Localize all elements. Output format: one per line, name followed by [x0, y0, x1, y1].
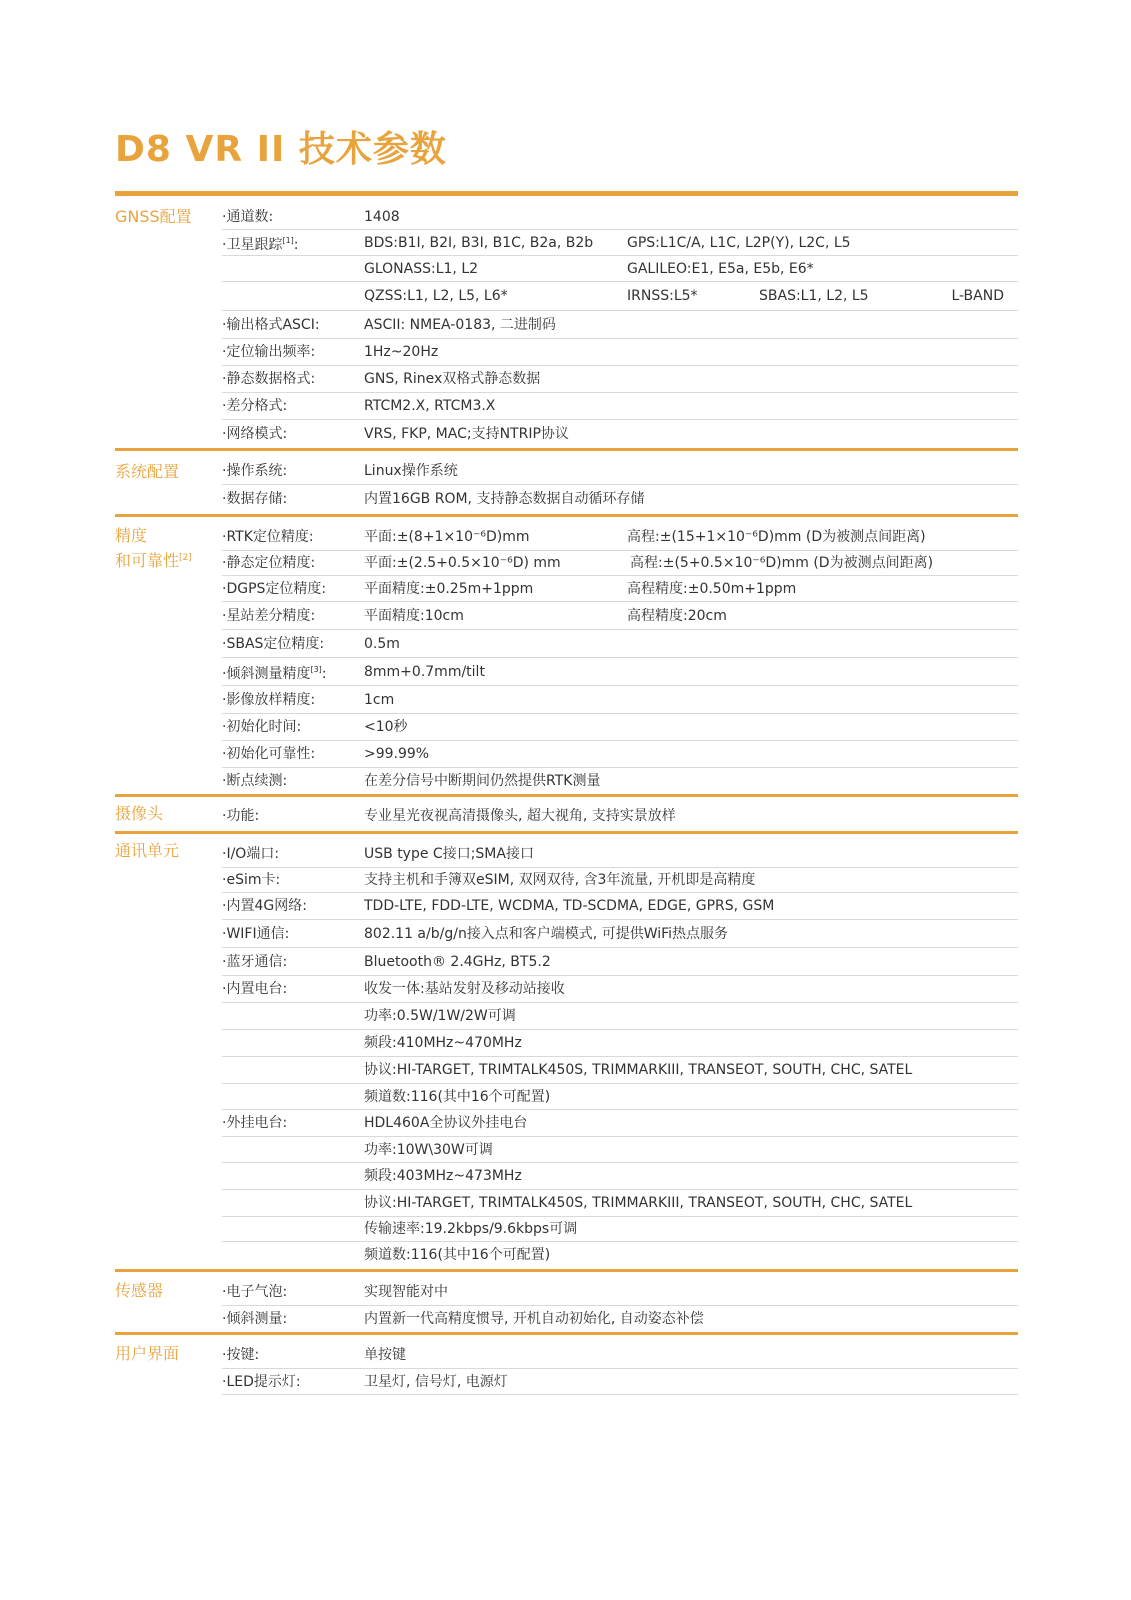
section-ui	[115, 1335, 1018, 1395]
spec-value: 协议:HI-TARGET, TRIMTALK450S, TRIMMARKIII, TRANSEOT, SOUTH, CHC, SATEL	[364, 1195, 913, 1211]
spec-row	[222, 1084, 1018, 1110]
spec-label-text: ·倾斜测量精度	[222, 665, 311, 682]
section-title	[115, 525, 192, 572]
section-accuracy	[115, 517, 1018, 794]
spec-value: 0.5m	[364, 635, 400, 652]
spec-value: 平面精度:±0.25m+1ppm	[364, 580, 534, 597]
spec-value: TDD-LTE, FDD-LTE, WCDMA, TD-SCDMA, EDGE, GPRS, GSM	[364, 898, 775, 914]
spec-label: ·网络模式:	[222, 425, 288, 442]
spec-value: 协议:HI-TARGET, TRIMTALK450S, TRIMMARKIII, TRANSEOT, SOUTH, CHC, SATEL	[364, 1062, 913, 1078]
spec-row	[222, 551, 1018, 576]
spec-value: GLONASS:L1, L2	[364, 260, 479, 277]
spec-row	[222, 1003, 1018, 1030]
spec-value: GALILEO:E1, E5a, E5b, E6*	[627, 260, 814, 277]
spec-value: 频道数:116(其中16个可配置)	[364, 1088, 551, 1105]
spec-value: 高程精度:20cm	[627, 607, 727, 624]
spec-label: ·定位输出频率:	[222, 344, 316, 360]
spec-label: ·输出格式ASCI:	[222, 316, 320, 333]
section-comm	[115, 834, 1018, 1269]
spec-row	[222, 976, 1018, 1003]
spec-value: <10秒	[364, 719, 408, 735]
spec-value: 高程:±(5+0.5×10⁻⁶D)mm (D为被测点间距离)	[630, 555, 934, 571]
section-title-line: 精度	[115, 526, 148, 545]
section-title: 传感器	[115, 1281, 164, 1300]
spec-label: ·数据存储:	[222, 490, 288, 507]
spec-row	[222, 523, 1018, 551]
spec-value: 8mm+0.7mm/tilt	[364, 663, 485, 680]
spec-label: ·按键:	[222, 1347, 260, 1363]
spec-row	[222, 948, 1018, 976]
spec-label: ·外挂电台:	[222, 1115, 288, 1131]
spec-row	[222, 282, 1018, 311]
spec-value: 高程精度:±0.50m+1ppm	[627, 580, 797, 597]
spec-value: GNS, Rinex双格式静态数据	[364, 371, 541, 387]
spec-label: ·I/O端口:	[222, 846, 280, 862]
section-title-text: 和可靠性	[115, 551, 180, 570]
spec-row	[222, 1217, 1018, 1242]
spec-row	[222, 1242, 1018, 1268]
spec-value: 1408	[364, 208, 400, 225]
spec-row	[222, 256, 1018, 282]
spec-value: 在差分信号中断期间仍然提供RTK测量	[364, 773, 601, 789]
spec-label: ·初始化时间:	[222, 719, 302, 735]
section-camera	[115, 797, 1018, 831]
spec-value: 卫星灯, 信号灯, 电源灯	[364, 1373, 508, 1390]
section-title: 摄像头	[115, 804, 164, 823]
spec-label: ·断点续测:	[222, 773, 288, 789]
spec-value: 高程:±(15+1×10⁻⁶D)mm (D为被测点间距离)	[627, 528, 926, 545]
spec-row	[222, 920, 1018, 948]
spec-label: ·星站差分精度:	[222, 607, 316, 624]
spec-label: ·RTK定位精度:	[222, 528, 314, 545]
spec-label: ·初始化可靠性:	[222, 746, 316, 762]
spec-value: 专业星光夜视高清摄像头, 超大视角, 支持实景放样	[364, 807, 676, 824]
section-title: 用户界面	[115, 1344, 180, 1363]
spec-label: ·WIFI通信:	[222, 925, 290, 942]
spec-row	[222, 658, 1018, 686]
spec-label: ·eSim卡:	[222, 872, 281, 888]
spec-value: 802.11 a/b/g/n接入点和客户端模式, 可提供WiFi热点服务	[364, 925, 729, 942]
spec-label: ·内置电台:	[222, 981, 288, 997]
spec-row	[222, 802, 1018, 829]
spec-label	[222, 232, 299, 254]
spec-value: VRS, FKP, MAC;支持NTRIP协议	[364, 425, 569, 442]
spec-label: ·静态定位精度:	[222, 555, 316, 571]
spec-value: 平面精度:10cm	[364, 607, 464, 624]
spec-value: Bluetooth® 2.4GHz, BT5.2	[364, 953, 551, 970]
spec-value: Linux操作系统	[364, 462, 458, 479]
page-title: D8 VR II 技术参数	[115, 129, 447, 170]
spec-row	[222, 366, 1018, 393]
spec-row	[222, 714, 1018, 741]
spec-row	[222, 339, 1018, 366]
spec-value: 传输速率:19.2kbps/9.6kbps可调	[364, 1221, 578, 1237]
spec-row	[222, 1369, 1018, 1395]
footnote-ref: [2]	[179, 553, 192, 563]
spec-value: 平面:±(8+1×10⁻⁶D)mm	[364, 528, 530, 545]
spec-value: IRNSS:L5*	[627, 288, 698, 304]
spec-value: 功率:0.5W/1W/2W可调	[364, 1008, 516, 1024]
spec-value: USB type C接口;SMA接口	[364, 846, 534, 862]
spec-label-colon: :	[293, 236, 299, 253]
spec-row	[222, 311, 1018, 339]
spec-label-text: ·卫星跟踪	[222, 236, 283, 253]
spec-value: 单按键	[364, 1347, 406, 1363]
spec-value: 平面:±(2.5+0.5×10⁻⁶D) mm	[364, 555, 561, 571]
spec-value: 1Hz~20Hz	[364, 344, 439, 360]
spec-row	[222, 1306, 1018, 1331]
spec-row	[222, 1110, 1018, 1137]
spec-value: 频道数:116(其中16个可配置)	[364, 1247, 551, 1263]
spec-row	[222, 576, 1018, 602]
spec-label: ·电子气泡:	[222, 1284, 288, 1300]
spec-label: ·静态数据格式:	[222, 371, 316, 387]
spec-value: 支持主机和手簿双eSIM, 双网双待, 含3年流量, 开机即是高精度	[364, 872, 756, 888]
spec-label: ·蓝牙通信:	[222, 953, 288, 970]
spec-label: ·操作系统:	[222, 462, 288, 479]
spec-row	[222, 893, 1018, 920]
spec-row	[222, 420, 1018, 447]
spec-row	[222, 204, 1018, 230]
spec-row	[222, 1342, 1018, 1369]
spec-value: 实现智能对中	[364, 1284, 448, 1300]
spec-row	[222, 1279, 1018, 1306]
spec-value: 1cm	[364, 691, 395, 708]
spec-row	[222, 868, 1018, 893]
spec-label: ·LED提示灯:	[222, 1373, 301, 1390]
section-title-line	[115, 547, 192, 572]
footnote-ref: [1]	[282, 235, 294, 245]
spec-label: ·DGPS定位精度:	[222, 580, 327, 597]
spec-label: ·影像放样精度:	[222, 691, 316, 708]
spec-row	[222, 230, 1018, 256]
spec-value: L-BAND	[951, 288, 1004, 304]
spec-label: ·功能:	[222, 807, 260, 824]
spec-label: ·差分格式:	[222, 398, 288, 414]
spec-row	[222, 1190, 1018, 1217]
footnote-ref: [3]	[310, 664, 322, 674]
spec-value: ASCII: NMEA-0183, 二进制码	[364, 316, 556, 333]
spec-row	[222, 686, 1018, 714]
spec-row	[222, 741, 1018, 768]
spec-label-colon: :	[321, 665, 327, 682]
spec-value: 功率:10W\30W可调	[364, 1141, 493, 1158]
spec-row	[222, 485, 1018, 512]
spec-value: SBAS:L1, L2, L5	[759, 288, 869, 304]
spec-label: ·通道数:	[222, 208, 274, 225]
spec-value: 频段:410MHz~470MHz	[364, 1035, 522, 1051]
spec-value: 内置16GB ROM, 支持静态数据自动循环存储	[364, 490, 645, 507]
spec-value: 内置新一代高精度惯导, 开机自动初始化, 自动姿态补偿	[364, 1310, 704, 1327]
spec-label: ·SBAS定位精度:	[222, 635, 325, 652]
spec-row	[222, 1030, 1018, 1057]
section-title: 系统配置	[115, 462, 180, 481]
spec-value: BDS:B1I, B2I, B3I, B1C, B2a, B2b	[364, 234, 594, 251]
spec-value: HDL460A全协议外挂电台	[364, 1115, 528, 1131]
spec-row	[222, 1057, 1018, 1084]
spec-label: ·倾斜测量:	[222, 1310, 288, 1327]
spec-row	[222, 457, 1018, 485]
spec-row	[222, 1163, 1018, 1190]
spec-row	[222, 841, 1018, 868]
spec-value: 频段:403MHz~473MHz	[364, 1168, 522, 1184]
section-system	[115, 451, 1018, 514]
spec-row	[222, 630, 1018, 658]
spec-value: QZSS:L1, L2, L5, L6*	[364, 288, 508, 304]
spec-row	[222, 768, 1018, 794]
spec-row	[222, 1137, 1018, 1163]
spec-value: GPS:L1C/A, L1C, L2P(Y), L2C, L5	[627, 234, 851, 251]
spec-value: 收发一体:基站发射及移动站接收	[364, 981, 565, 997]
section-title: GNSS配置	[115, 207, 192, 226]
spec-row	[222, 393, 1018, 420]
spec-value: >99.99%	[364, 746, 430, 762]
spec-row	[222, 602, 1018, 630]
section-sensor	[115, 1272, 1018, 1332]
section-title: 通讯单元	[115, 841, 180, 860]
spec-label	[222, 661, 327, 683]
spec-label: ·内置4G网络:	[222, 898, 307, 914]
section-gnss	[115, 196, 1018, 448]
spec-value: RTCM2.X, RTCM3.X	[364, 398, 496, 414]
